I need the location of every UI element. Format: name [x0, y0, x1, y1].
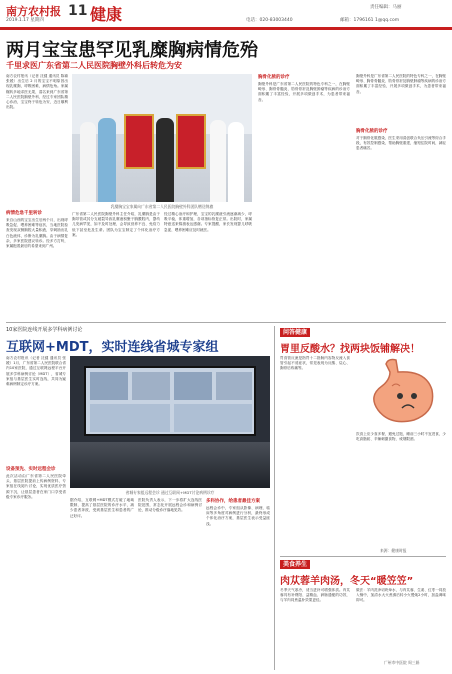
second-section-head-2: 多科协作，给患者最佳方案 [206, 499, 260, 504]
second-kicker: 10家医院连线开展多学科病例讨论 [6, 327, 83, 333]
contact-email: 邮箱：1796161 1@qq.com [340, 18, 400, 23]
main-subhead: 千里求医广东省第二人民医院胸壁外科后转危为安 [6, 61, 182, 70]
paper-logo: 南方农村报 [6, 5, 61, 18]
food-headline: 肉苁蓉羊肉汤，冬天“暖笠笠” [280, 576, 414, 587]
main-col5-head: 胸骨化脓的诊疗 [356, 129, 388, 134]
stomach-icon [356, 356, 446, 428]
banner-right [176, 114, 206, 169]
second-col3-text: 医院负责人表示，下一步将扩大连线医院范围，常态化开展远程会诊和病例讨论，推动分级诊疗落地见效。 [138, 498, 202, 513]
food-source: 广州市中医院 周三娟 [384, 660, 420, 665]
right-story-tag: 问答健康 [280, 328, 310, 337]
food-text-1: 冬季天气寒冷，适当进补可增强体质。肉苁蓉具有补肾阳、益精血、润肠通便的功效，与羊肉同煮温补效果更佳。 [280, 588, 350, 603]
right-text-1: 胃食管反流是指胃十二指肠内容物反流入食管引起不适症状，常见表现为反酸、烧心、胸骨后疼痛等。 [280, 356, 350, 371]
main-col4-head: 胸骨化脓的诊疗 [258, 75, 290, 80]
second-col1-text: 南方农村报讯（记者 沈健 通讯员 张媛）1月，广东省第二人民医院联合省内10家医院，通过互联网远程平台开展多学科病例讨论（MDT），省城专家组与基层医生实时连线，共同为疑难病例制定诊疗方案。 [6, 356, 66, 387]
right-source: 来源：健康时报 [380, 548, 407, 553]
person-4 [210, 120, 226, 202]
person-3 [156, 118, 174, 202]
second-photo [70, 356, 270, 488]
food-text-2: 做法：羊肉洗净切块焯水，与肉苁蓉、生姜、红枣一同放入锅中，加清水大火煮沸后转小火慢炖2小时，加盐调味即可。 [356, 588, 446, 603]
second-headline: 互联网+MDT，实时连线省城专家组 [6, 340, 219, 355]
main-col5-text: 对于胸骨化脓感染，医生采用清创联合负压引流等综合手段，有效控制感染，帮助胸壁重建，缩短住院时间，减轻患者痛苦。 [356, 136, 446, 151]
page-number: 11 [68, 3, 88, 19]
editor-line: 责任编辑：马丽 [370, 5, 402, 10]
main-photo-caption: 乳糜胸宝宝家属向广东省第二人民医院胸壁外科团队赠送锦旗 [110, 204, 214, 209]
section-title: 健康 [90, 5, 123, 24]
divider-main [6, 322, 446, 323]
meeting-audience [70, 442, 270, 488]
main-section-head-1: 病情危急千里转诊 [6, 211, 42, 216]
second-photo-caption: 省城专家组远程会诊 通过互联网+MDT讨论病例诊疗 [125, 490, 215, 495]
banner-left [124, 114, 154, 169]
issue-date: 2019.1.17 星期四 [6, 18, 44, 23]
food-story-tag: 美食养生 [280, 560, 310, 569]
right-text-2: 饮食上应少食多餐，避免过饱，睡前三小时不宜进食，少吃高脂肪、辛辣刺激食物，戒烟限酒。 [356, 432, 446, 442]
main-col1-text-2: 来自山西的宝宝出生后两个月，出现呼吸急促、喂养困难等症状，当地医院检查发现双侧胸腔大量积液，穿刺抽出乳白色液体，诊断为乳糜胸。由于病情复杂，多家医院建议转诊。经多方打听，家属抱着最后的希望来到广州。 [6, 218, 68, 249]
main-headline: 两月宝宝患罕见乳糜胸病情危殆 [6, 40, 258, 61]
video-screen [84, 366, 256, 436]
screen-tile-6 [174, 404, 252, 432]
main-col2-text: 广东省第二人民医院胸壁外科主任介绍，乳糜胸是由于胸导管或其分支破裂导致乳糜液积聚于胸膜腔内，婴幼儿发病罕见，如不及时处理，会导致营养不良、免疫力低下甚至危及生命。团队为宝宝制定了个体化治疗方案。 [72, 212, 160, 237]
person-1 [80, 122, 96, 202]
screen-tile-3 [174, 372, 212, 400]
second-col1-text-2: 此次活动由广东省第二人民医院牵头，基层医院提前上传病例资料，专家组在线阅片讨论，实现优质医疗资源下沉，让基层患者在家门口享受省级专家诊疗服务。 [6, 474, 66, 499]
second-col2-text: 据介绍，互联网+MDT模式打破了地域限制，提高了基层医院的诊疗水平，减少患者奔波，受到基层医生和患者的广泛好评。 [70, 498, 134, 518]
screen-tile-2 [132, 372, 170, 400]
contact-phone: 电话：020-83003440 [246, 18, 293, 23]
person-2 [98, 118, 116, 202]
right-headline: 胃里反酸水？找两块饭铺解决！ [280, 344, 420, 355]
person-5 [228, 122, 244, 202]
divider-right [280, 556, 446, 557]
stomach-illustration [356, 356, 446, 428]
column-divider [274, 326, 275, 670]
main-col4-text: 胸壁外科是广东省第二人民医院的特色专科之一，在胸壁畸形、胸骨骨髓炎、肋骨骨折及胸壁肿瘤等疾病的诊治方面积累了丰富经验，开展多项微创手术，为患者带来福音。 [258, 82, 350, 102]
screen-tile-1 [90, 372, 128, 400]
main-col1-text: 南方农村报讯（记者 沈健 通讯员 陈瑜 张媛）出生后 2 月的宝宝不明原因出现乳糜胸，呼吸困难，病情危殆。家属辗转多地求医无果，慕名来到广东省第二人民医院胸壁外科，经过专家团队精心诊治，宝宝终于转危为安，近日顺利出院。 [6, 74, 68, 110]
main-col3-text: 经过精心治疗和护理，宝宝的乳糜液引流逐渐减少，呼吸平稳，体重增加，各项指标恢复正常。出院时，家属特意送来锦旗表达感谢。专家提醒，家长发现婴儿呼吸急促、喂养困难应及时就医。 [164, 212, 252, 232]
masthead [0, 0, 452, 30]
second-section-head: 设备预先、实时远程会诊 [6, 467, 56, 472]
second-col4-text: 远程会诊中，专家组从影像、病理、临床等多角度对病例进行分析，最终形成个体化治疗方案，基层医生表示受益匪浅。 [206, 506, 270, 526]
main-photo [72, 74, 252, 202]
main-col5-text-top: 胸壁外科是广东省第二人民医院的特色专科之一，在胸壁畸形、胸骨骨髓炎、肋骨骨折及胸壁肿瘤等疾病的诊治方面积累了丰富经验，开展多项微创手术，为患者带来福音。 [356, 74, 446, 94]
screen-tile-4 [216, 372, 252, 400]
screen-tile-5 [90, 404, 170, 432]
